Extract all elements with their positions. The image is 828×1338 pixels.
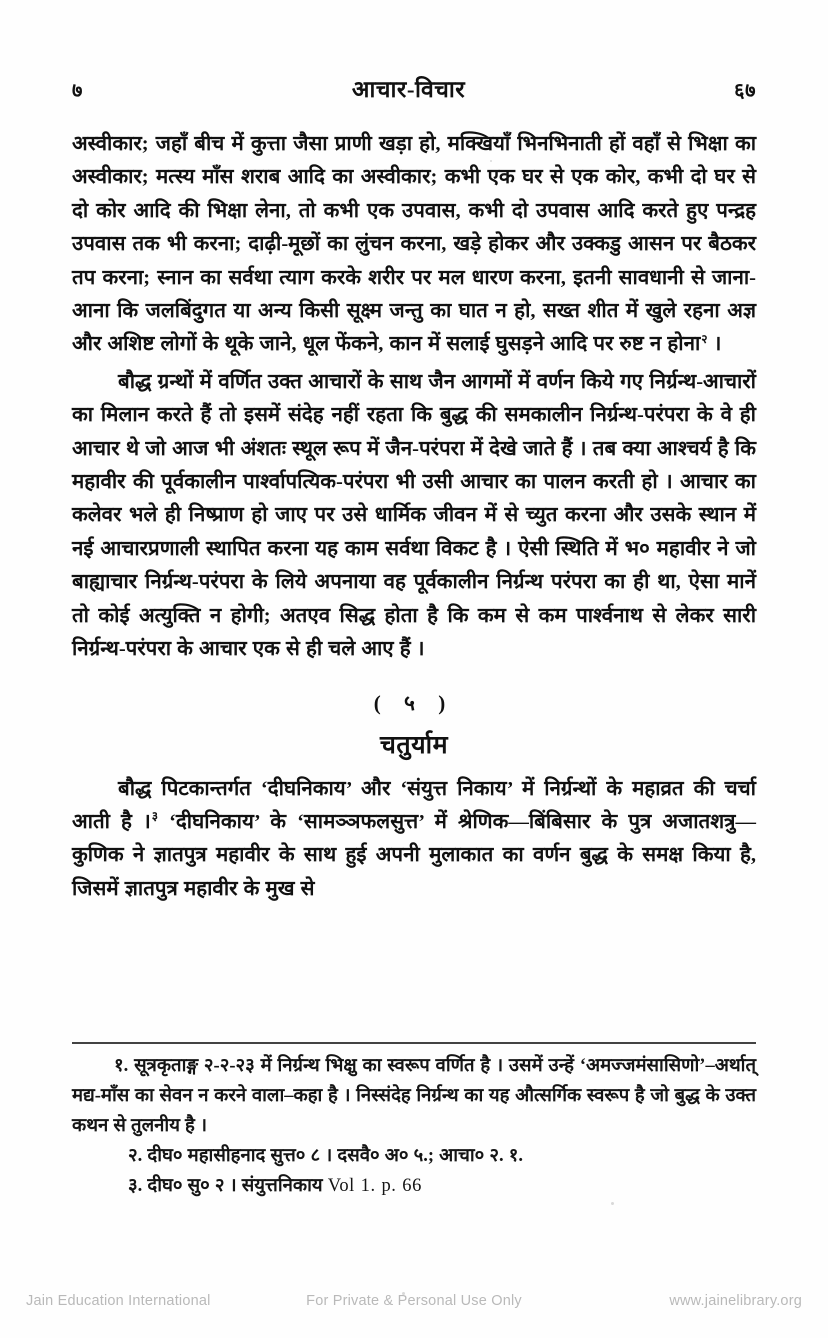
page-title: आचार-विचार [351, 77, 466, 102]
footer-organization: Jain Education International [26, 1293, 211, 1309]
page-footer [0, 1288, 828, 1314]
footnote-2 [72, 1141, 756, 1171]
footnote-1-text: सूत्रकृताङ्ग २-२-२३ में निर्ग्रन्थ भिक्षु का स्वरूप वर्णित है । उसमें उन्हें ‘अमज्जमंसासिणो’–अर्थात् मद्य-माँस का सेवन न करने वाला–कहा है । निस्संदेह निर्ग्रन्थ का यह औत्सर्गिक स्वरूप है जो बुद्ध के उक्त कथन से तुलनीय है । [72, 1056, 757, 1136]
footnote-3-citation: Vol 1. p. 66 [327, 1176, 422, 1196]
paragraph-2-text: बौद्ध ग्रन्थों में वर्णित उक्त आचारों के साथ जैन आगमों में वर्णन किये गए निर्ग्रन्थ-आचारों का मिलान करते हैं तो इसमें संदेह नहीं रहता कि बुद्ध की समकालीन निर्ग्रन्थ-परंपरा के वे ही आचार थे जो आज भी अंशतः स्थूल रूप में जैन-परंपरा में देखे जाते हैं । तब क्या आश्चर्य है कि महावीर की पूर्वकालीन पार्श्वापत्यिक-परंपरा भी उसी आचार का पालन करती हो । आचार का कलेवर भले ही निष्प्राण हो जाए पर उसे धार्मिक जीवन में से च्युत करना और उसके स्थान में नई आचारप्रणाली स्थापित करना यह काम सर्वथा विकट है । ऐसी स्थिति में भ० महावीर ने जो बाह्याचार निर्ग्रन्थ-परंपरा के लिये अपनाया वह पूर्वकालीन निर्ग्रन्थ परंपरा का ही था, ऐसा मानें तो कोई अत्युक्ति न होगी; अतएव सिद्ध होता है कि कम से कम पार्श्वनाथ से लेकर सारी निर्ग्रन्थ-परंपरा के आचार एक से ही चले आए हैं । [72, 370, 756, 661]
section-title: चतुर्याम [379, 731, 449, 759]
section-number: ( ५ ) [373, 690, 455, 715]
footnote-1-marker: १. [114, 1056, 129, 1076]
footnote-3-marker: ३. [128, 1176, 143, 1196]
paragraph-3-text-b: ‘दीघनिकाय’ के ‘सामञ्ञफलसुत्त’ में श्रेणिक—बिंबिसार के पुत्र अजातशत्रु—कुणिक ने ज्ञातपुत्र महावीर के साथ हुई अपनी मुलाकात का वर्णन बुद्ध के समक्ष किया है, जिसमें ज्ञातपुत्र महावीर के मुख से [72, 810, 756, 900]
footnote-3-text: दीघ० सु० २ । संयुत्तनिकाय [147, 1176, 328, 1196]
paragraph-3 [72, 773, 756, 907]
scan-speck [611, 1202, 614, 1205]
paragraph-1-text: अस्वीकार; जहाँ बीच में कुत्ता जैसा प्राणी खड़ा हो, मक्खियाँ भिनभिनाती हों वहाँ से भिक्षा का अस्वीकार; मत्स्य माँस शराब आदि का अस्वीकार; कभी एक घर से एक कोर, कभी दो घर से दो कोर आदि की भिक्षा लेना, तो कभी एक उपवास, कभी दो उपवास आदि करते हुए पन्द्रह उपवास तक भी करना; दाढ़ी-मूछों का लुंचन करना, खड़े होकर और उक्कडु आसन पर बैठकर तप करना; स्नान का सर्वथा त्याग करके शरीर पर मल धारण करना, इतनी सावधानी से जाना-आना कि जलबिंदुगत या अन्य किसी सूक्ष्म जन्तु का घात न हो, सख्त शीत में खुले रहना अज्ञ और अशिष्ट लोगों के थूके जाने, धूल फेंकने, कान में सलाई घुसड़ने आदि पर रुष्ट न होना [72, 133, 756, 356]
footnote-zone [72, 1042, 756, 1201]
folio-right: ६७ [734, 80, 756, 102]
paragraph-3-text-a: बौद्ध पिटकान्तर्गत ‘दीघनिकाय’ और ‘संयुत्त निकाय’ में निर्ग्रन्थों के महाव्रत की चर्चा आती है । [72, 777, 756, 833]
paragraph-1 [72, 128, 756, 362]
running-head [72, 72, 756, 106]
footnote-3 [72, 1171, 756, 1201]
folio-left: ७ [72, 80, 83, 102]
footer-usage-notice: For Private & Personal Use Only [306, 1293, 522, 1309]
paragraph-2 [72, 366, 756, 667]
footnote-ref-2[interactable]: २ [701, 331, 708, 346]
footnote-separator-rule [72, 1042, 756, 1044]
footer-website-url[interactable]: www.jainelibrary.org [669, 1293, 802, 1309]
footnote-2-marker: २. [128, 1146, 143, 1166]
section-heading [72, 689, 756, 761]
footnote-1 [72, 1051, 756, 1141]
body-text-block [72, 128, 756, 908]
footnote-ref-3[interactable]: ३ [151, 809, 159, 824]
scan-speck [490, 160, 492, 162]
footnote-2-text: दीघ० महासीहनाद सुत्त० ८ । दसवै० अ० ५.; आचा० २. १. [147, 1146, 523, 1166]
paragraph-1-tail: । [707, 333, 722, 356]
